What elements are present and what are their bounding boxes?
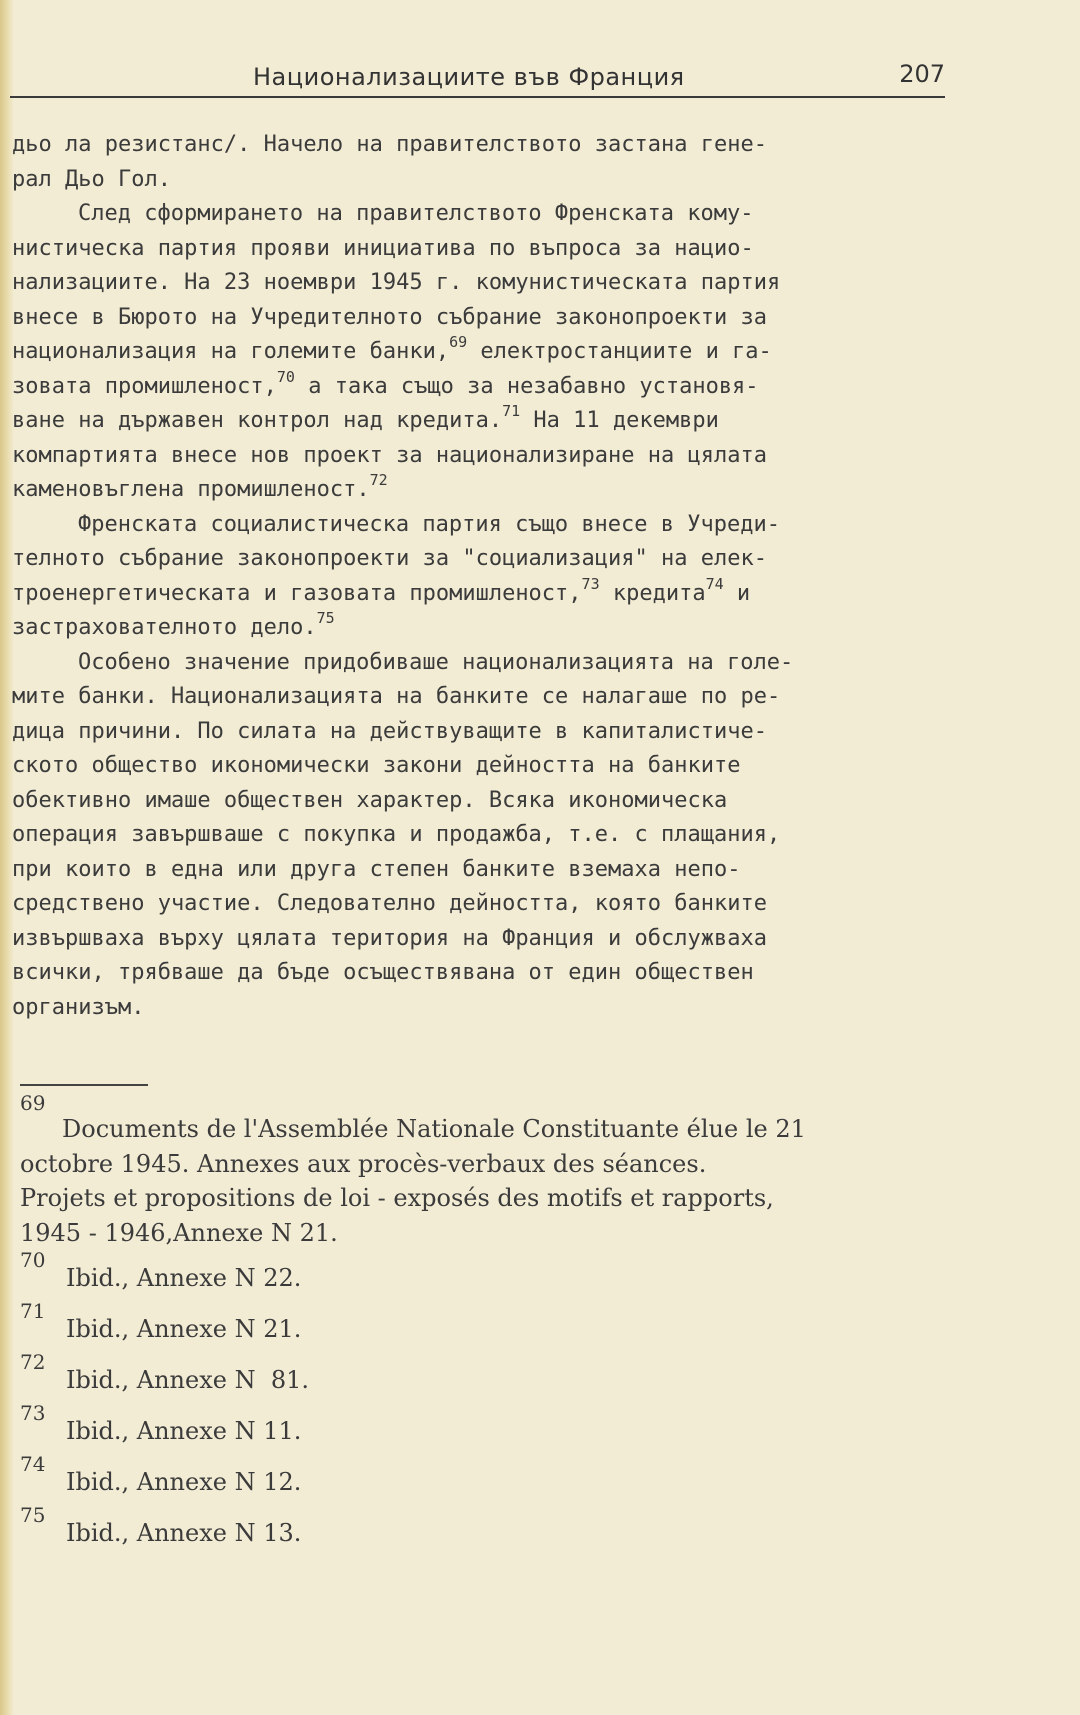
text-fragment: ване на държавен контрол над кредита.: [12, 408, 503, 433]
text-fragment: На 11 декември: [520, 408, 719, 433]
text-line: компартията внесе нов проект за национализиране на цялата: [12, 442, 767, 468]
text-line: мите банки. Национализацията на банките се налагаше по ре-: [12, 684, 781, 709]
text-line: телното събрание законопроекти за "социализация" на елек-: [12, 546, 767, 571]
text-fragment: национализация на големите банки,: [12, 339, 450, 364]
text-line: Френската социалистическа партия също внесе в Учреди-: [78, 511, 780, 537]
text-fragment: електростанциите и га-: [467, 339, 772, 364]
text-line: дица причини. По силата на действуващите в капиталистиче-: [12, 718, 767, 744]
footnote-ref-70[interactable]: 70: [276, 367, 295, 386]
text-line: [12, 335, 962, 370]
text-line: при които в една или друга степен банките вземаха непо-: [12, 856, 741, 882]
text-line: организъм.: [12, 994, 145, 1020]
footnote-text: Ibid., Annexe N 21.: [66, 1315, 302, 1343]
footnote-line: Projets et propositions de loi - exposés des motifs et rapports,: [20, 1184, 774, 1212]
main-text: [12, 128, 962, 1025]
footnote-separator: [20, 1084, 148, 1086]
footnote-ref-74[interactable]: 74: [705, 574, 724, 593]
text-fragment: а така също за незабавно установя-: [294, 373, 759, 399]
footnote-number: 70: [20, 1248, 46, 1272]
footnote-number: 72: [20, 1350, 46, 1374]
text-fragment: застрахователното дело.: [12, 615, 317, 640]
footnote-69: [20, 1091, 980, 1250]
text-line: операция завършваше с покупка и продажба, т.е. с плащания,: [12, 822, 781, 847]
text-fragment: кредита: [599, 580, 706, 606]
text-line: [12, 367, 962, 405]
text-line: [12, 473, 962, 508]
footnote-71: [20, 1301, 980, 1352]
footnote-ref-71[interactable]: 71: [502, 402, 521, 420]
footnote-text: Ibid., Annexe N 22.: [66, 1264, 302, 1292]
footnote-number: 69: [20, 1091, 46, 1115]
footnote-text: Ibid., Annexe N 11.: [66, 1417, 302, 1445]
footnote-74: [20, 1454, 980, 1505]
footnote-line: Documents de l'Assemblée Nationale Constituante élue le 21: [62, 1115, 806, 1143]
footnote-number: 71: [20, 1299, 46, 1323]
text-line: рал Дьо Гол.: [12, 166, 171, 192]
text-line: След сформирането на правителството Френската кому-: [78, 201, 754, 226]
text-line: дьо ла резистанс/. Начело на правителството застана гене-: [12, 132, 767, 157]
text-fragment: каменовъглена промишленост.: [12, 477, 370, 502]
footnote-ref-72[interactable]: 72: [369, 471, 388, 489]
text-line: нализациите. На 23 ноември 1945 г. комунистическата партия: [12, 270, 781, 295]
text-line: [12, 611, 962, 646]
footnote-number: 74: [20, 1452, 46, 1476]
text-line: [12, 574, 962, 612]
text-line: средствено участие. Следователно дейността, която банките: [12, 891, 767, 916]
footnote-73: [20, 1403, 980, 1454]
footnote-number: 75: [20, 1503, 46, 1527]
text-line: [12, 404, 962, 439]
footnote-75: [20, 1505, 980, 1556]
footnote-ref-75[interactable]: 75: [316, 609, 335, 627]
text-fragment: зовата промишленост,: [12, 373, 277, 399]
footnote-text: Ibid., Annexe N 13.: [66, 1519, 302, 1547]
text-fragment: троенергетическата и газовата промишленост,: [12, 580, 582, 606]
text-line: ското общество икономически закони дейността на банките: [12, 753, 741, 778]
text-line: Особено значение придобиваше национализацията на голе-: [78, 649, 794, 675]
footnote-72: [20, 1352, 980, 1403]
footnote-text: Ibid., Annexe N 81.: [66, 1366, 310, 1394]
footnote-text: Ibid., Annexe N 12.: [66, 1468, 302, 1496]
text-line: нистическа партия прояви инициатива по въпроса за нацио-: [12, 235, 754, 261]
header-title: Национализациите във Франция: [253, 63, 685, 91]
footnote-ref-69[interactable]: 69: [449, 333, 468, 351]
footnote-70: [20, 1250, 980, 1301]
footnote-number: 73: [20, 1401, 46, 1425]
text-line: извършваха върху цялата територия на Франция и обслужваха: [12, 925, 767, 951]
text-line: всички, трябваше да бъде осъществявана от един обществен: [12, 960, 754, 985]
text-line: внесе в Бюрото на Учредителното събрание законопроекти за: [12, 304, 767, 330]
text-line: обективно имаше обществен характер. Всяка икономическа: [12, 787, 728, 813]
page-number: 207: [899, 60, 945, 88]
footnote-line: 1945 - 1946,Annexe N 21.: [20, 1218, 338, 1247]
text-fragment: и: [723, 580, 751, 606]
footnotes: [20, 1091, 980, 1556]
footnote-ref-73[interactable]: 73: [581, 574, 600, 593]
running-header: [10, 58, 945, 98]
footnote-line: octobre 1945. Annexes aux procès-verbaux des séances.: [20, 1149, 707, 1178]
